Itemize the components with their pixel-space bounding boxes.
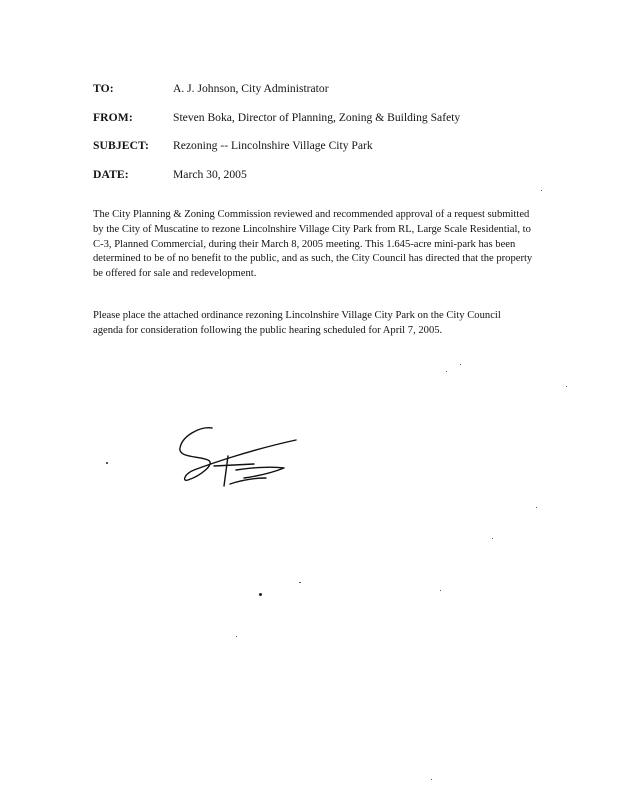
scan-speck [541,190,542,191]
body-paragraph-2: Please place the attached ordinance rezoning Lincolnshire Village City Park on the City Council agenda for consideration following the public hearing scheduled for April 7, 2005. [93,310,501,336]
to-label: TO: [93,82,114,95]
scan-speck [446,371,447,372]
scan-speck [259,593,262,596]
scan-speck [492,538,493,539]
scan-speck [106,462,108,464]
subject-value: Rezoning -- Lincolnshire Village City Park [173,139,373,152]
scan-speck [566,386,567,387]
from-value: Steven Boka, Director of Planning, Zoning & Building Safety [173,110,461,124]
scan-speck [236,636,237,637]
scan-speck [440,590,441,591]
to-value: A. J. Johnson, City Administrator [173,82,329,95]
date-row [93,168,573,197]
scan-speck [431,779,432,780]
memo-header [93,82,573,196]
scan-speck [536,507,537,508]
subject-row [93,139,573,168]
subject-label: SUBJECT: [93,139,149,152]
to-row [93,82,573,111]
scan-speck [299,582,301,583]
from-row [93,111,573,140]
scan-speck [460,364,461,365]
body-paragraph-1: The City Planning & Zoning Commission reviewed and recommended approval of a request submitted by the City of Muscatine to rezone Lincolnshire Village City Park from RL, Large Scale Residential, to C-3, Planned Commercial, during their March 8, 2005 meeting. This 1.645-acre mini-park has been determined to be of no benefit to the public, and as such, the City Council has directed that the property be offered for sale and redevelopment. [93,209,533,280]
date-label: DATE: [93,167,129,181]
from-label: FROM: [93,110,133,124]
date-value: March 30, 2005 [173,167,247,181]
signature [170,420,305,500]
